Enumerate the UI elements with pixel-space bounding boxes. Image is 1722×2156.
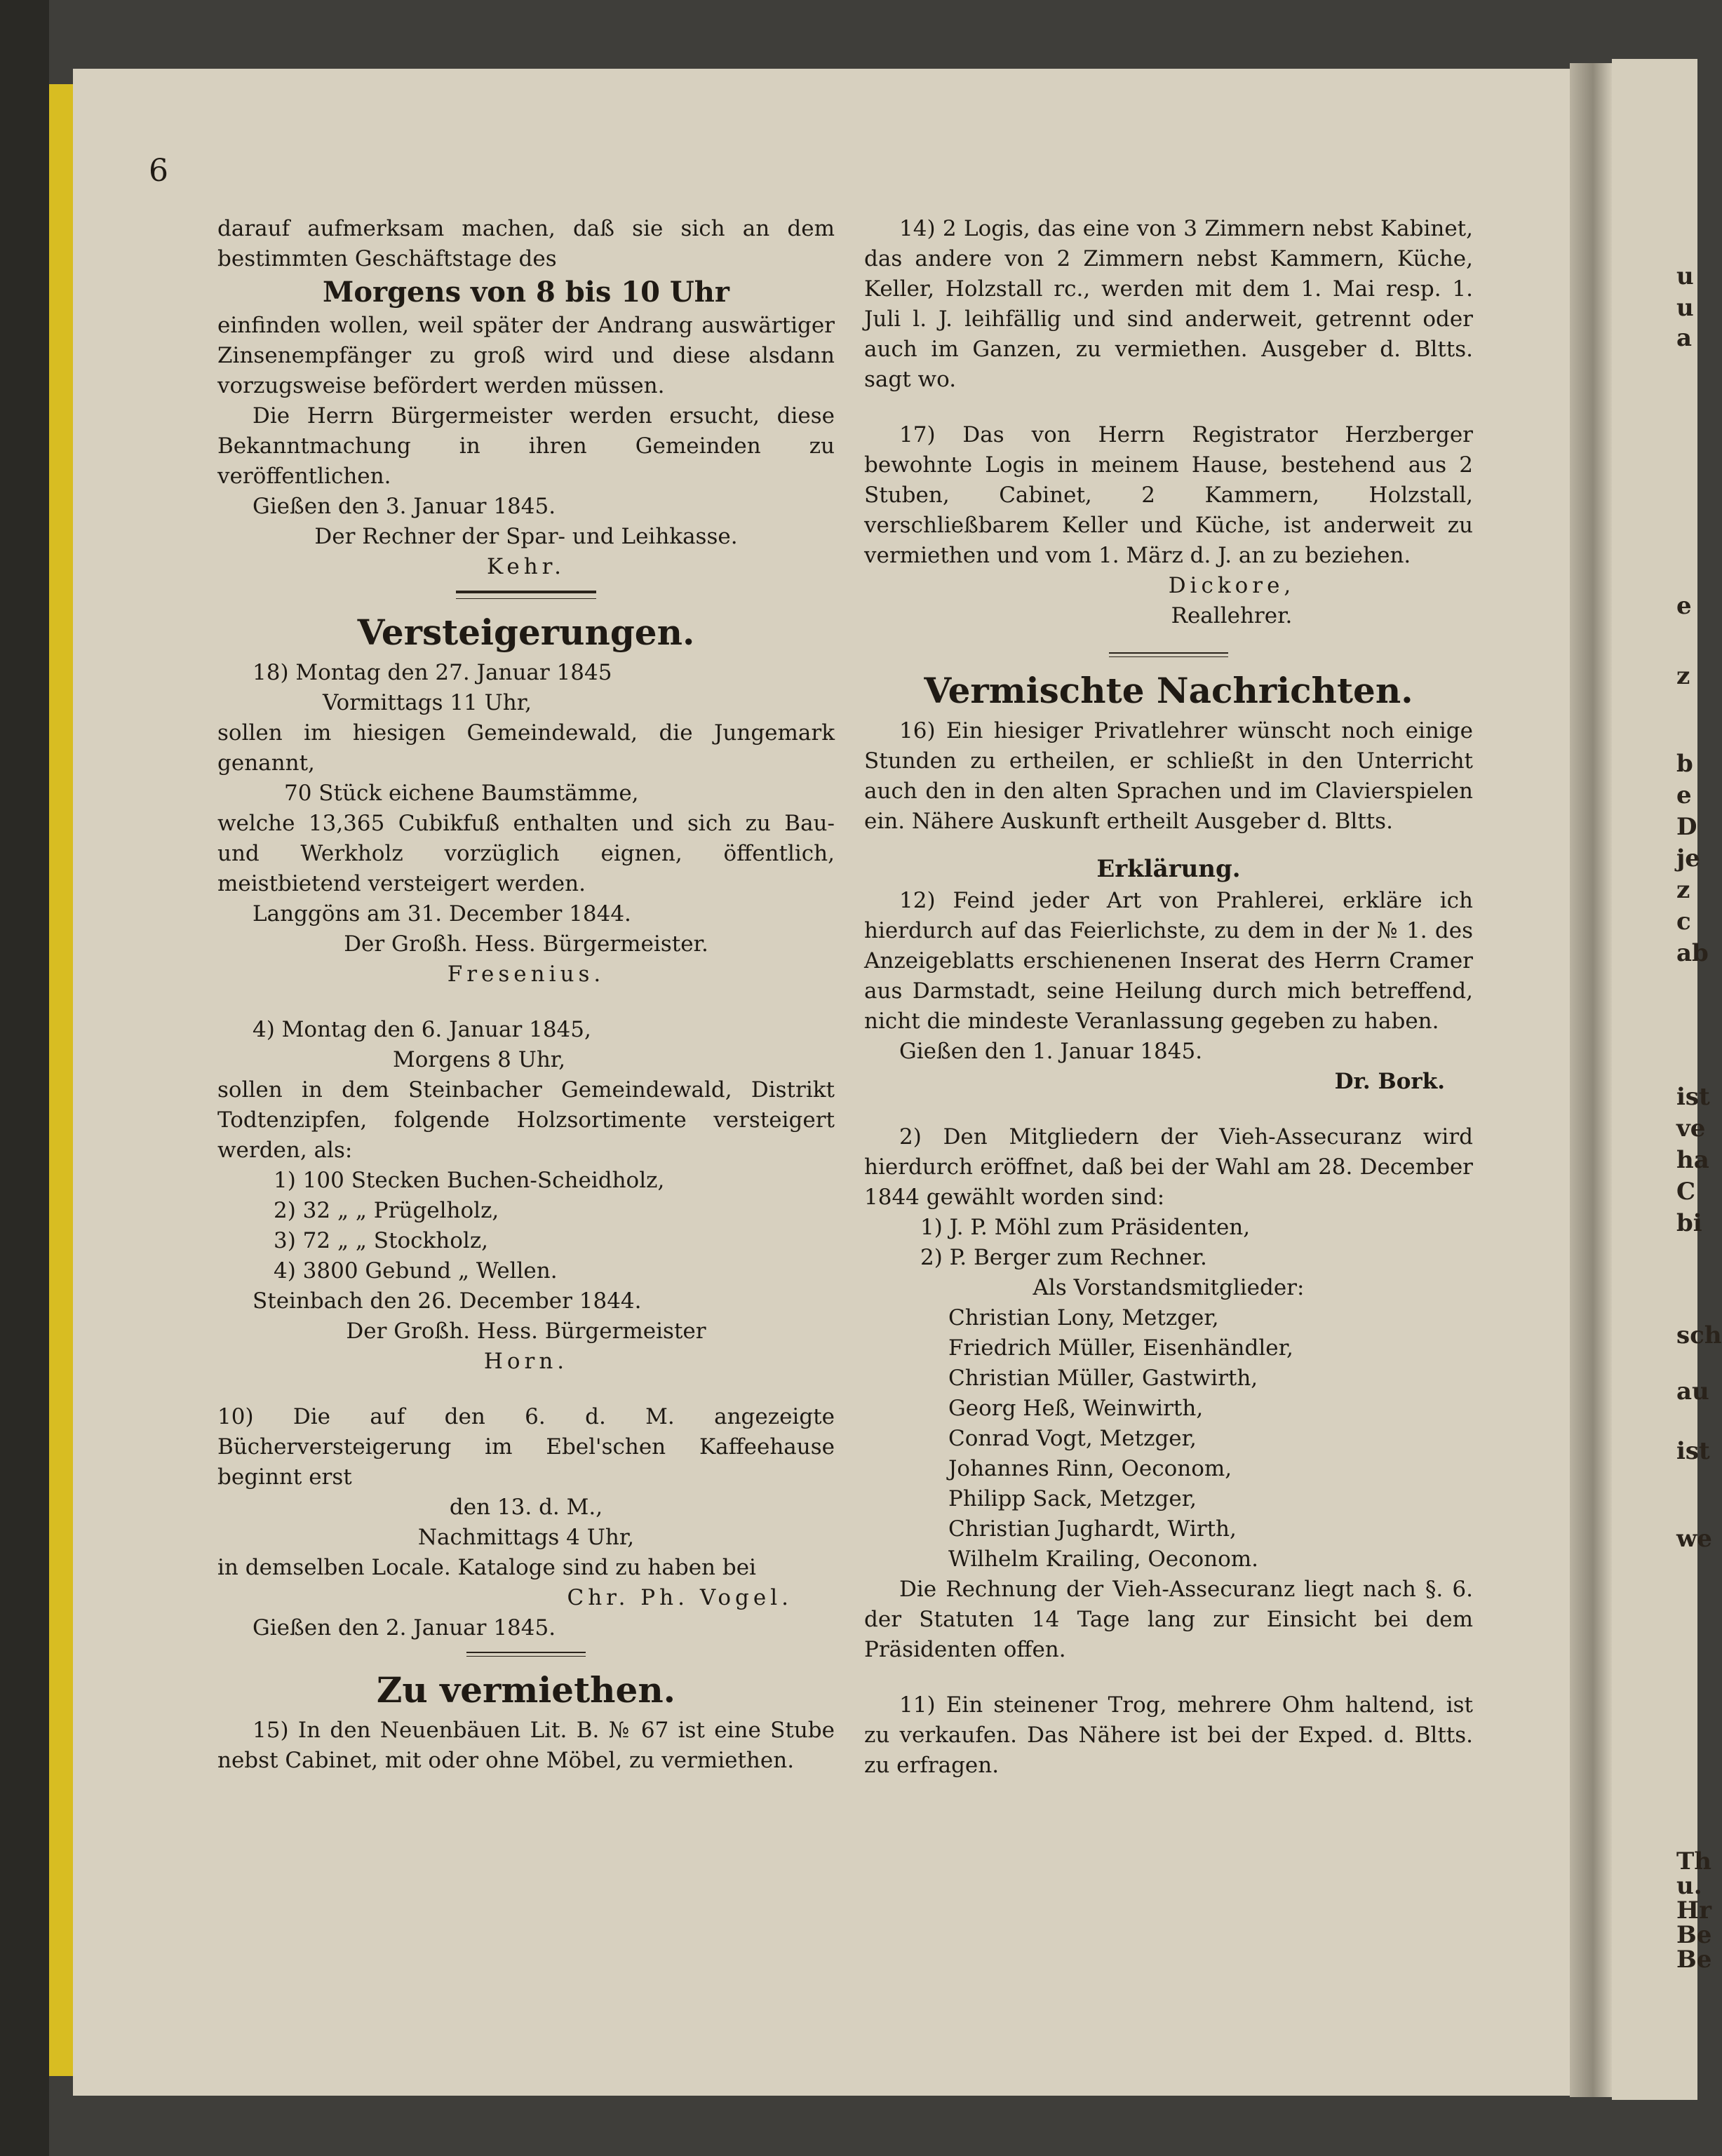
erklaerung-title: Erklärung. (1096, 855, 1241, 883)
ad18-date: Langgöns am 31. December 1844. (253, 901, 631, 927)
fragment: c (1676, 908, 1691, 936)
ad15-text: 15) In den Neuenbäuen Lit. B. № 67 ist eine Stube nebst Cabinet, mit oder ohne Möbel, zu vermiethen. (217, 1718, 835, 1773)
ad4-signer: Horn. (483, 1349, 569, 1374)
ad2-member: Christian Jughardt, Wirth, (948, 1516, 1237, 1542)
fragment: ve (1676, 1114, 1706, 1143)
ad2-member: Johannes Rinn, Oeconom, (948, 1456, 1232, 1481)
intro-signature: Der Rechner der Spar- und Leihkasse. (314, 524, 738, 549)
next-page-edge (1612, 59, 1722, 2100)
ad18-text: welche 13,365 Cubikfuß enthalten und sich zu Bau- und Werkholz vorzüglich eignen, öffentlich, meistbietend versteigert werden. (217, 811, 835, 896)
ad4-signature: Der Großh. Hess. Bürgermeister (346, 1319, 706, 1344)
ad10-time: Nachmittags 4 Uhr, (417, 1525, 635, 1550)
ad18-heading: 18) Montag den 27. Januar 1845 (253, 660, 612, 685)
ad17-signer-title: Reallehrer. (1171, 603, 1293, 628)
ad2-member: Georg Heß, Weinwirth, (948, 1396, 1204, 1421)
ad12-text: 12) Feind jeder Art von Prahlerei, erkläre ich hierdurch auf das Feierlichste, zu dem in der № 1. des Anzeigeblatts erschienenen Inserat des Herrn Cramer aus Darmstadt, seine Heilung durch mich betreffend, nicht die mindeste Veranlassung gegeben zu haben. (864, 888, 1473, 1034)
fragment: u (1676, 262, 1694, 290)
fragment: ab (1676, 939, 1709, 967)
ad4-date: Steinbach den 26. December 1844. (253, 1288, 642, 1314)
ad18-item: 70 Stück eichene Baumstämme, (284, 781, 639, 806)
book-gutter (1570, 63, 1612, 2097)
intro-text: darauf aufmerksam machen, daß sie sich an dem bestimmten Geschäftstage des (217, 216, 835, 271)
ad2-member: Christian Lony, Metzger, (948, 1305, 1219, 1330)
ad4-time: Morgens 8 Uhr, (393, 1047, 566, 1072)
ad2-member: Conrad Vogt, Metzger, (948, 1426, 1197, 1451)
ad2-members-label: Als Vorstandsmitglieder: (1032, 1275, 1305, 1300)
fragment: C (1676, 1178, 1696, 1206)
ad14-text: 14) 2 Logis, das eine von 3 Zimmern nebst Kabinet, das andere von 2 Zimmern nebst Kammern, Küche, Keller, Holzstall rc., werden mit dem 1. Mai resp. 1. Juli l. J. leihfällig und sind anderweit, getrennt oder auch im Ganzen, zu vermiethen. Ausgeber d. Bltts. sagt wo. (864, 216, 1473, 392)
ad17-signer: Dickore, (1168, 573, 1296, 598)
ad12-signer: Dr. Bork. (1334, 1069, 1445, 1094)
ad10-text: in demselben Locale. Kataloge sind zu haben bei (217, 1555, 756, 1580)
fragment: a (1676, 324, 1693, 352)
fragment: bi (1676, 1209, 1702, 1237)
ad4-list-item: 2) 32 „ „ Prügelholz, (274, 1198, 499, 1223)
divider (456, 591, 596, 599)
ad2-member: Wilhelm Krailing, Oeconom. (948, 1547, 1259, 1572)
fragment: ist (1676, 1437, 1710, 1465)
ad4-heading: 4) Montag den 6. Januar 1845, (253, 1017, 591, 1042)
fragment: je (1676, 844, 1700, 872)
fragment: Be (1676, 1921, 1712, 1949)
ad2-member: Friedrich Müller, Eisenhändler, (948, 1335, 1293, 1361)
ad18-text: sollen im hiesigen Gemeindewald, die Jungemark genannt, (217, 720, 835, 776)
ad12-date: Gießen den 1. Januar 1845. (899, 1039, 1203, 1064)
intro-text: Die Herrn Bürgermeister werden ersucht, diese Bekanntmachung in ihren Gemeinden zu veröffentlichen. (217, 403, 835, 489)
yellow-edge-strip (49, 84, 73, 2076)
ad10-text: 10) Die auf den 6. d. M. angezeigte Bücherversteigerung im Ebel'schen Kaffeehause beginnt erst (217, 1404, 835, 1490)
section-title-vermischte-nachrichten: Vermischte Nachrichten. (924, 670, 1413, 711)
fragment: D (1676, 813, 1697, 841)
fragment: Hr (1676, 1896, 1712, 1925)
fragment: e (1676, 592, 1692, 620)
fragment: sch (1676, 1321, 1722, 1349)
right-column (864, 214, 1473, 1781)
fragment: ist (1676, 1083, 1710, 1111)
fragment: z (1676, 876, 1690, 904)
section-title-versteigerungen: Versteigerungen. (357, 612, 695, 653)
fragment: Be (1676, 1946, 1712, 1974)
ad11-text: 11) Ein steinener Trog, mehrere Ohm haltend, ist zu verkaufen. Das Nähere ist bei der Exped. d. Bltts. zu erfragen. (864, 1692, 1473, 1778)
fragment: u. (1676, 1872, 1702, 1900)
ad10-date: den 13. d. M., (449, 1495, 603, 1520)
ad16-text: 16) Ein hiesiger Privatlehrer wünscht noch einige Stunden zu ertheilen, er schließt in den Unterricht auch den in den alten Sprachen und im Clavierspielen ein. Nähere Auskunft ertheilt Ausgeber d. Bltts. (864, 718, 1473, 834)
fragment: au (1676, 1377, 1709, 1406)
ad17-text: 17) Das von Herrn Registrator Herzberger bewohnte Logis in meinem Hause, bestehend aus 2 Stuben, Cabinet, 2 Kammern, Holzstall, verschließbarem Keller und Küche, ist anderweit zu vermiethen und vom 1. März d. J. an zu beziehen. (864, 422, 1473, 568)
ad18-signer: Fresenius. (447, 962, 605, 987)
fragment: b (1676, 750, 1693, 778)
ad4-text: sollen in dem Steinbacher Gemeindewald, Distrikt Todtenzipfen, folgende Holzsortimente versteigert werden, als: (217, 1077, 835, 1163)
intro-date: Gießen den 3. Januar 1845. (253, 494, 556, 519)
ad4-list-item: 1) 100 Stecken Buchen-Scheidholz, (274, 1168, 665, 1193)
ad2-list-item: 1) J. P. Möhl zum Präsidenten, (920, 1215, 1251, 1240)
ad2-member: Christian Müller, Gastwirth, (948, 1366, 1258, 1391)
fragment: ha (1676, 1146, 1709, 1174)
left-column (217, 214, 835, 1776)
ad2-list-item: 2) P. Berger zum Rechner. (920, 1245, 1207, 1270)
ad2-text: 2) Den Mitgliedern der Vieh-Assecuranz wird hierdurch eröffnet, daß bei der Wahl am 28. December 1844 gewählt worden sind: (864, 1124, 1473, 1210)
fragment: z (1676, 662, 1690, 690)
intro-signer: Kehr. (487, 554, 565, 579)
section-title-zu-vermiethen: Zu vermiethen. (376, 1669, 676, 1711)
intro-text: einfinden wollen, weil später der Andrang auswärtiger Zinsenempfänger zu groß wird und diese alsdann vorzugsweise befördert werden müssen. (217, 313, 835, 398)
ad18-time: Vormittags 11 Uhr, (323, 690, 532, 715)
ad10-place-date: Gießen den 2. Januar 1845. (253, 1615, 556, 1640)
fragment: Th (1676, 1847, 1712, 1875)
fragment: u (1676, 294, 1694, 322)
page-number: 6 (149, 153, 168, 189)
intro-highlight: Morgens von 8 bis 10 Uhr (323, 276, 729, 309)
divider (1109, 652, 1228, 657)
divider (466, 1652, 586, 1657)
ad10-signer: Chr. Ph. Vogel. (567, 1585, 793, 1610)
ad4-list-item: 3) 72 „ „ Stockholz, (274, 1228, 489, 1253)
book-spine (0, 0, 49, 2156)
fragment: we (1676, 1525, 1712, 1553)
ad18-signature: Der Großh. Hess. Bürgermeister. (344, 931, 708, 957)
ad2-member: Philipp Sack, Metzger, (948, 1486, 1197, 1511)
ad2-closing: Die Rechnung der Vieh-Assecuranz liegt nach §. 6. der Statuten 14 Tage lang zur Einsicht bei dem Präsidenten offen. (864, 1577, 1473, 1662)
ad4-list-item: 4) 3800 Gebund „ Wellen. (274, 1258, 558, 1284)
fragment: e (1676, 781, 1692, 809)
